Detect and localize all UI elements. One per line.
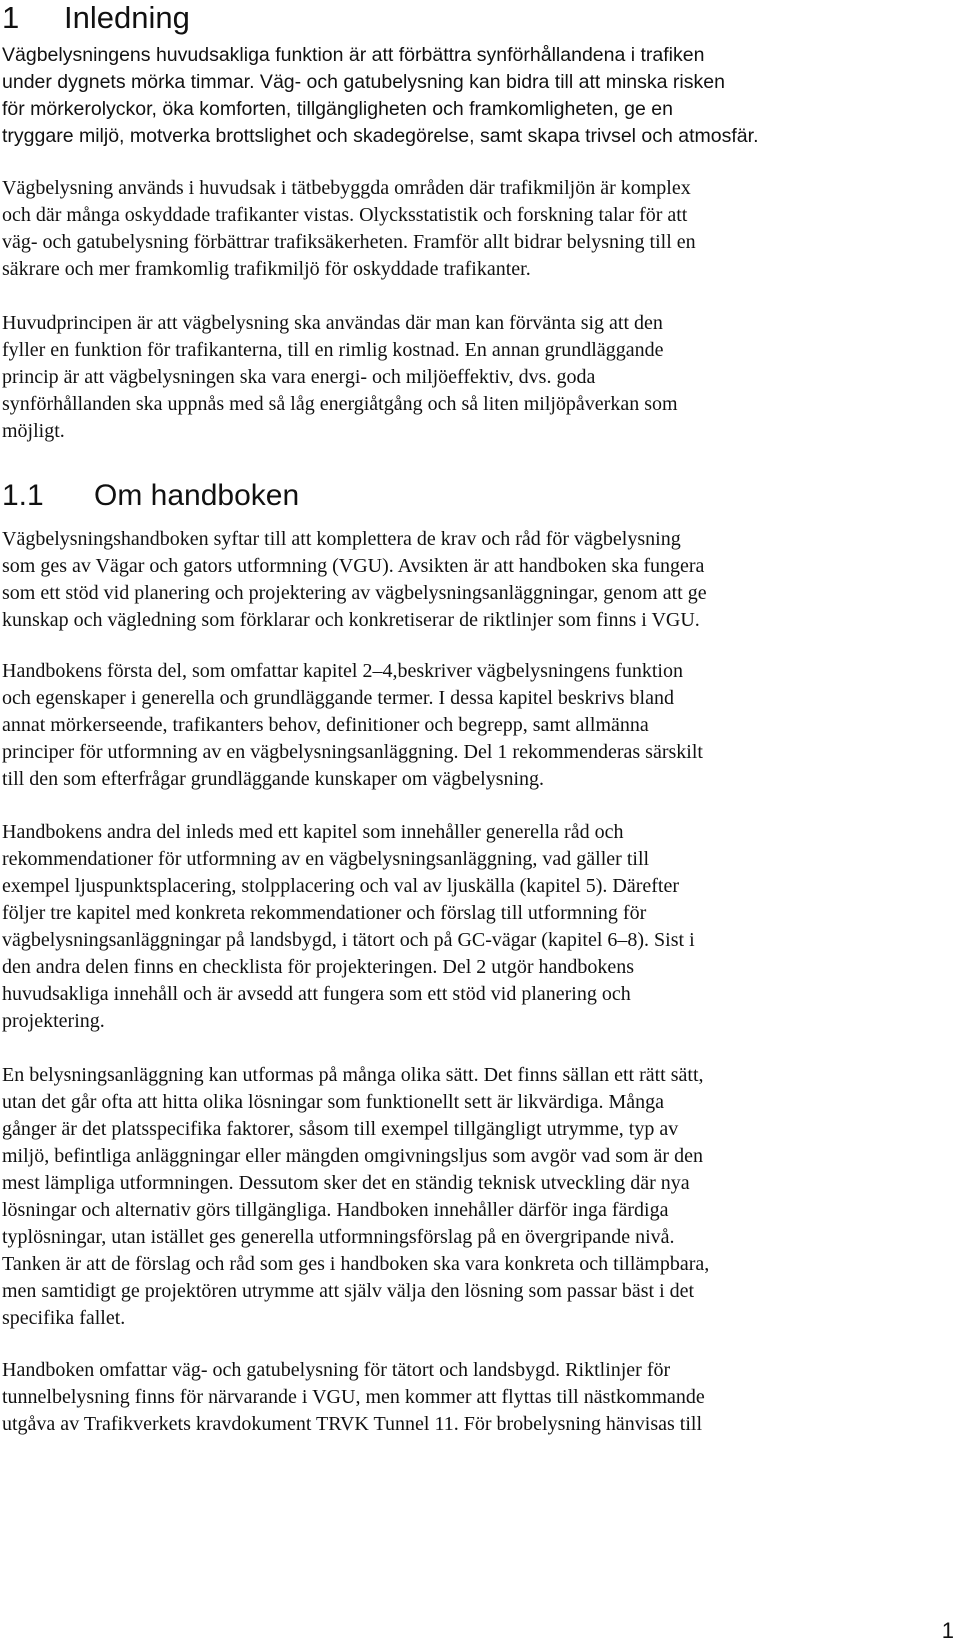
text-line: tunnelbelysning finns för närvarande i VGU, men kommer att flyttas till nästkommande (2, 1386, 705, 1408)
paragraph (2, 526, 957, 634)
text-line: följer tre kapitel med konkreta rekommendationer och förslag till utformning för (2, 902, 647, 924)
text-line: mest lämpliga utformningen. Dessutom sker det en ständig teknisk utveckling där nya (2, 1172, 690, 1194)
text-line: Vägbelysningshandboken syftar till att komplettera de krav och råd för vägbelysning (2, 528, 681, 550)
text-line: utgåva av Trafikverkets kravdokument TRVK Tunnel 11. För brobelysning hänvisas till (2, 1413, 703, 1435)
text-line: projektering. (2, 1010, 105, 1032)
page-number: 1 (941, 1618, 954, 1643)
text-line: exempel ljuspunktsplacering, stolpplacering och val av ljuskälla (kapitel 5). Därefter (2, 875, 679, 897)
text-line: som ges av Vägar och gators utformning (VGU). Avsikten är att handboken ska fungera (2, 555, 705, 577)
text-line: Huvudprincipen är att vägbelysning ska användas där man kan förvänta sig att den (2, 312, 663, 334)
text-line: annat mörkerseende, trafikanters behov, definitioner och begrepp, samt allmänna (2, 714, 649, 736)
text-line: princip är att vägbelysningen ska vara energi- och miljöeffektiv, dvs. goda (2, 366, 596, 388)
text-line: kunskap och vägledning som förklarar och konkretiserar de riktlinjer som finns i VGU. (2, 609, 700, 631)
text-line: tryggare miljö, motverka brottslighet och skadegörelse, samt skapa trivsel och atmosfär. (2, 125, 759, 147)
text-line: för mörkerolyckor, öka komforten, tillgängligheten och framkomligheten, ge en (2, 98, 673, 120)
paragraph (2, 658, 957, 793)
section-heading-1 (2, 0, 190, 36)
text-line: men samtidigt ge projektören utrymme att själv välja den lösning som passar bäst i det (2, 1280, 695, 1302)
text-line: synförhållanden ska uppnås med så låg energiåtgång och så liten miljöpåverkan som (2, 393, 678, 415)
text-line: säkrare och mer framkomlig trafikmiljö för oskyddade trafikanter. (2, 258, 531, 280)
paragraph (2, 819, 957, 1035)
text-line: som ett stöd vid planering och projektering av vägbelysningsanläggningar, genom att ge (2, 582, 707, 604)
text-line: huvudsakliga innehåll och är avsedd att fungera som ett stöd vid planering och (2, 983, 631, 1005)
text-line: väg- och gatubelysning förbättrar trafiksäkerheten. Framför allt bidrar belysning till en (2, 231, 696, 253)
text-line: möjligt. (2, 420, 65, 442)
text-line: lösningar och alternativ görs tillgängliga. Handboken innehåller därför inga färdiga (2, 1199, 669, 1221)
section-title: Om handboken (94, 479, 300, 512)
text-line: Vägbelysningens huvudsakliga funktion är att förbättra synförhållandena i trafiken (2, 44, 705, 66)
text-line: fyller en funktion för trafikanterna, till en rimlig kostnad. En annan grundläggande (2, 339, 664, 361)
text-line: Handboken omfattar väg- och gatubelysning för tätort och landsbygd. Riktlinjer för (2, 1359, 671, 1381)
section-title: Inledning (64, 0, 190, 35)
text-line: gånger är det platsspecifika faktorer, såsom till exempel tillgängligt utrymme, typ av (2, 1118, 679, 1140)
text-line: specifika fallet. (2, 1307, 126, 1329)
section-number: 1 (2, 0, 20, 35)
text-line: typlösningar, utan istället ges generella utformningsförslag på en övergripande nivå. (2, 1226, 675, 1248)
text-line: principer för utformning av en vägbelysningsanläggning. Del 1 rekommenderas särskilt (2, 741, 703, 763)
text-line: Tanken är att de förslag och råd som ges i handboken ska vara konkreta och tillämpbara, (2, 1253, 710, 1275)
paragraph (2, 175, 957, 283)
paragraph (2, 310, 957, 445)
text-line: Handbokens första del, som omfattar kapitel 2–4,beskriver vägbelysningens funktion (2, 660, 683, 682)
text-line: till den som efterfrågar grundläggande kunskaper om vägbelysning. (2, 768, 545, 790)
text-line: Vägbelysning används i huvudsak i tätbebyggda områden där trafikmiljön är komplex (2, 177, 691, 199)
text-line: Handbokens andra del inleds med ett kapitel som innehåller generella råd och (2, 821, 624, 843)
section-heading-1-1 (2, 478, 299, 514)
text-line: utan det går ofta att hitta olika lösningar som funktionellt sett är likvärdiga. Många (2, 1091, 665, 1113)
paragraph (2, 1357, 957, 1438)
text-line: och egenskaper i generella och grundläggande termer. I dessa kapitel beskrivs bland (2, 687, 674, 709)
text-line: och där många oskyddade trafikanter vistas. Olycksstatistik och forskning talar för att (2, 204, 688, 226)
section-number: 1.1 (2, 479, 44, 512)
paragraph (2, 1062, 957, 1332)
text-line: rekommendationer för utformning av en vägbelysningsanläggning, vad gäller till (2, 848, 650, 870)
text-line: En belysningsanläggning kan utformas på många olika sätt. Det finns sällan ett rätt sätt, (2, 1064, 704, 1086)
text-line: vägbelysningsanläggningar på landsbygd, i tätort och på GC-vägar (kapitel 6–8). Sist i (2, 929, 695, 951)
text-line: under dygnets mörka timmar. Väg- och gatubelysning kan bidra till att minska risken (2, 71, 725, 93)
text-line: miljö, befintliga anläggningar eller mängden omgivningsljus som avgör vad som är den (2, 1145, 703, 1167)
text-line: den andra delen finns en checklista för projekteringen. Del 2 utgör handbokens (2, 956, 635, 978)
paragraph (2, 42, 957, 150)
